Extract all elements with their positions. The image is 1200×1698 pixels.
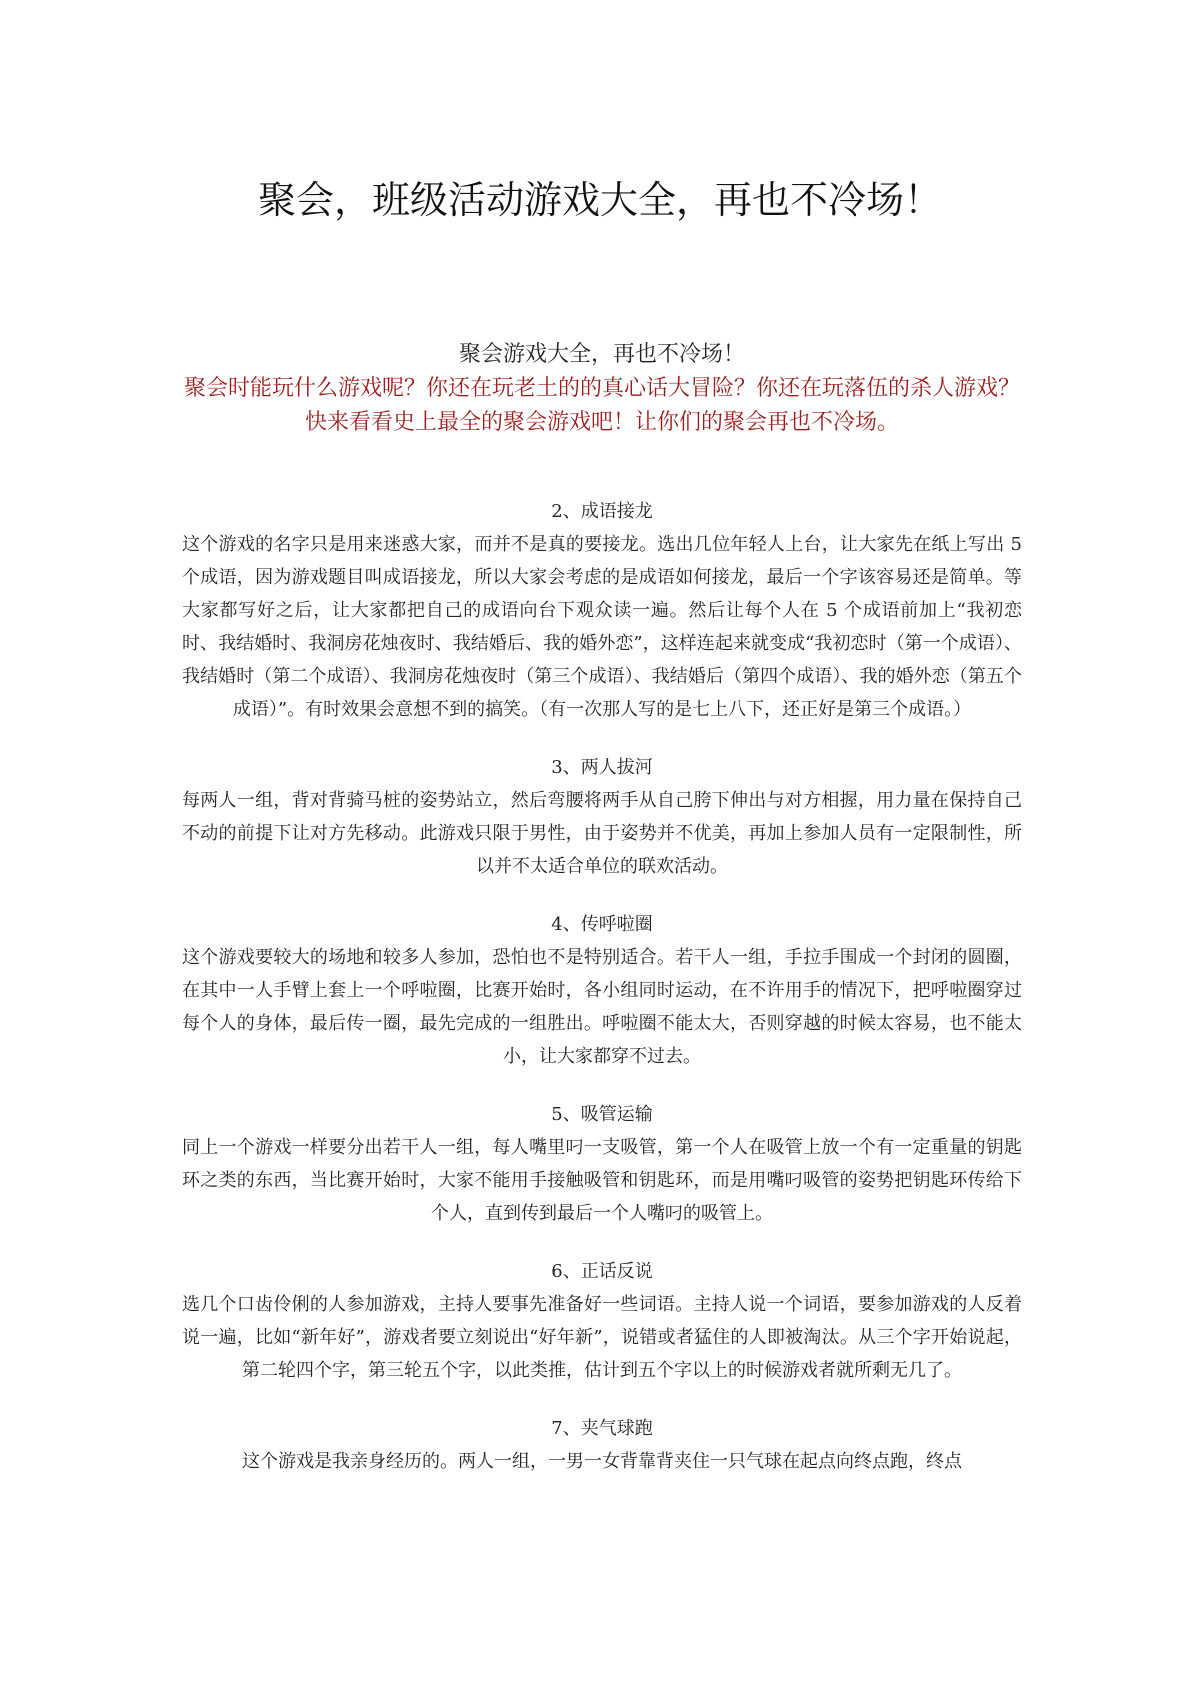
game-title: 6、正话反说	[551, 1261, 653, 1282]
game-title: 3、两人拔河	[551, 757, 653, 778]
game-description: 每两人一组，背对背骑马桩的姿势站立，然后弯腰将两手从自己胯下伸出与对方相握，用力量在保持自己不动的前提下让对方先移动。此游戏只限于男性，由于姿势并不优美，再加上参加人员有一定限制性，所以并不太适合单位的联欢活动。	[182, 790, 1022, 877]
intro-heading: 聚会游戏大全，再也不冷场！	[458, 342, 745, 367]
game-title: 2、成语接龙	[551, 501, 653, 522]
game-section	[182, 1098, 1022, 1230]
page-title: 聚会，班级活动游戏大全，再也不冷场！	[257, 178, 942, 222]
intro-block	[182, 338, 1022, 440]
game-title: 7、夹气球跑	[551, 1418, 653, 1439]
game-description: 选几个口齿伶俐的人参加游戏，主持人要事先准备好一些词语。主持人说一个词语，要参加游戏的人反着说一遍，比如“新年好”，游戏者要立刻说出“好年新”，说错或者猛住的人即被淘汰。从三个字开始说起，第二轮四个字，第三轮五个字，以此类推，估计到五个字以上的时候游戏者就所剩无几了。	[182, 1294, 1022, 1381]
game-description: 这个游戏要较大的场地和较多人参加，恐怕也不是特别适合。若干人一组，手拉手围成一个封闭的圆圈，在其中一人手臂上套上一个呼啦圈，比赛开始时，各小组同时运动，在不许用手的情况下，把呼啦圈穿过每个人的身体，最后传一圈，最先完成的一组胜出。呼啦圈不能太大，否则穿越的时候太容易，也不能太小，让大家都穿不过去。	[182, 947, 1022, 1067]
game-description: 这个游戏的名字只是用来迷惑大家，而并不是真的要接龙。选出几位年轻人上台，让大家先在纸上写出 5 个成语，因为游戏题目叫成语接龙，所以大家会考虑的是成语如何接龙，最后一个字该容易还是简单。等大家都写好之后，让大家都把自己的成语向台下观众读一遍。然后让每个人在 5 个成语前加上“我初恋时、我结婚时、我洞房花烛夜时、我结婚后、我的婚外恋”，这样连起来就变成“我初恋时（第一个成语）、我结婚时（第二个成语）、我洞房花烛夜时（第三个成语）、我结婚后（第四个成语）、我的婚外恋（第五个成语）”。有时效果会意想不到的搞笑。（有一次那人写的是七上八下，还正好是第三个成语。）	[182, 534, 1022, 720]
game-list	[182, 495, 1022, 1503]
game-description: 这个游戏是我亲身经历的。两人一组，一男一女背靠背夹住一只气球在起点向终点跑，终点	[242, 1451, 962, 1472]
game-section	[182, 1412, 1022, 1478]
game-section	[182, 908, 1022, 1073]
game-title: 4、传呼啦圈	[551, 914, 653, 935]
game-section	[182, 751, 1022, 883]
game-description: 同上一个游戏一样要分出若干人一组，每人嘴里叼一支吸管，第一个人在吸管上放一个有一定重量的钥匙环之类的东西，当比赛开始时，大家不能用手接触吸管和钥匙环，而是用嘴叼吸管的姿势把钥匙环传给下个人，直到传到最后一个人嘴叼的吸管上。	[182, 1137, 1022, 1224]
game-section	[182, 1255, 1022, 1387]
game-title: 5、吸管运输	[551, 1104, 653, 1125]
intro-text: 聚会时能玩什么游戏呢？你还在玩老土的的真心话大冒险？你还在玩落伍的杀人游戏？快来看看史上最全的聚会游戏吧！让你们的聚会再也不冷场。	[183, 376, 1020, 435]
game-section	[182, 495, 1022, 726]
